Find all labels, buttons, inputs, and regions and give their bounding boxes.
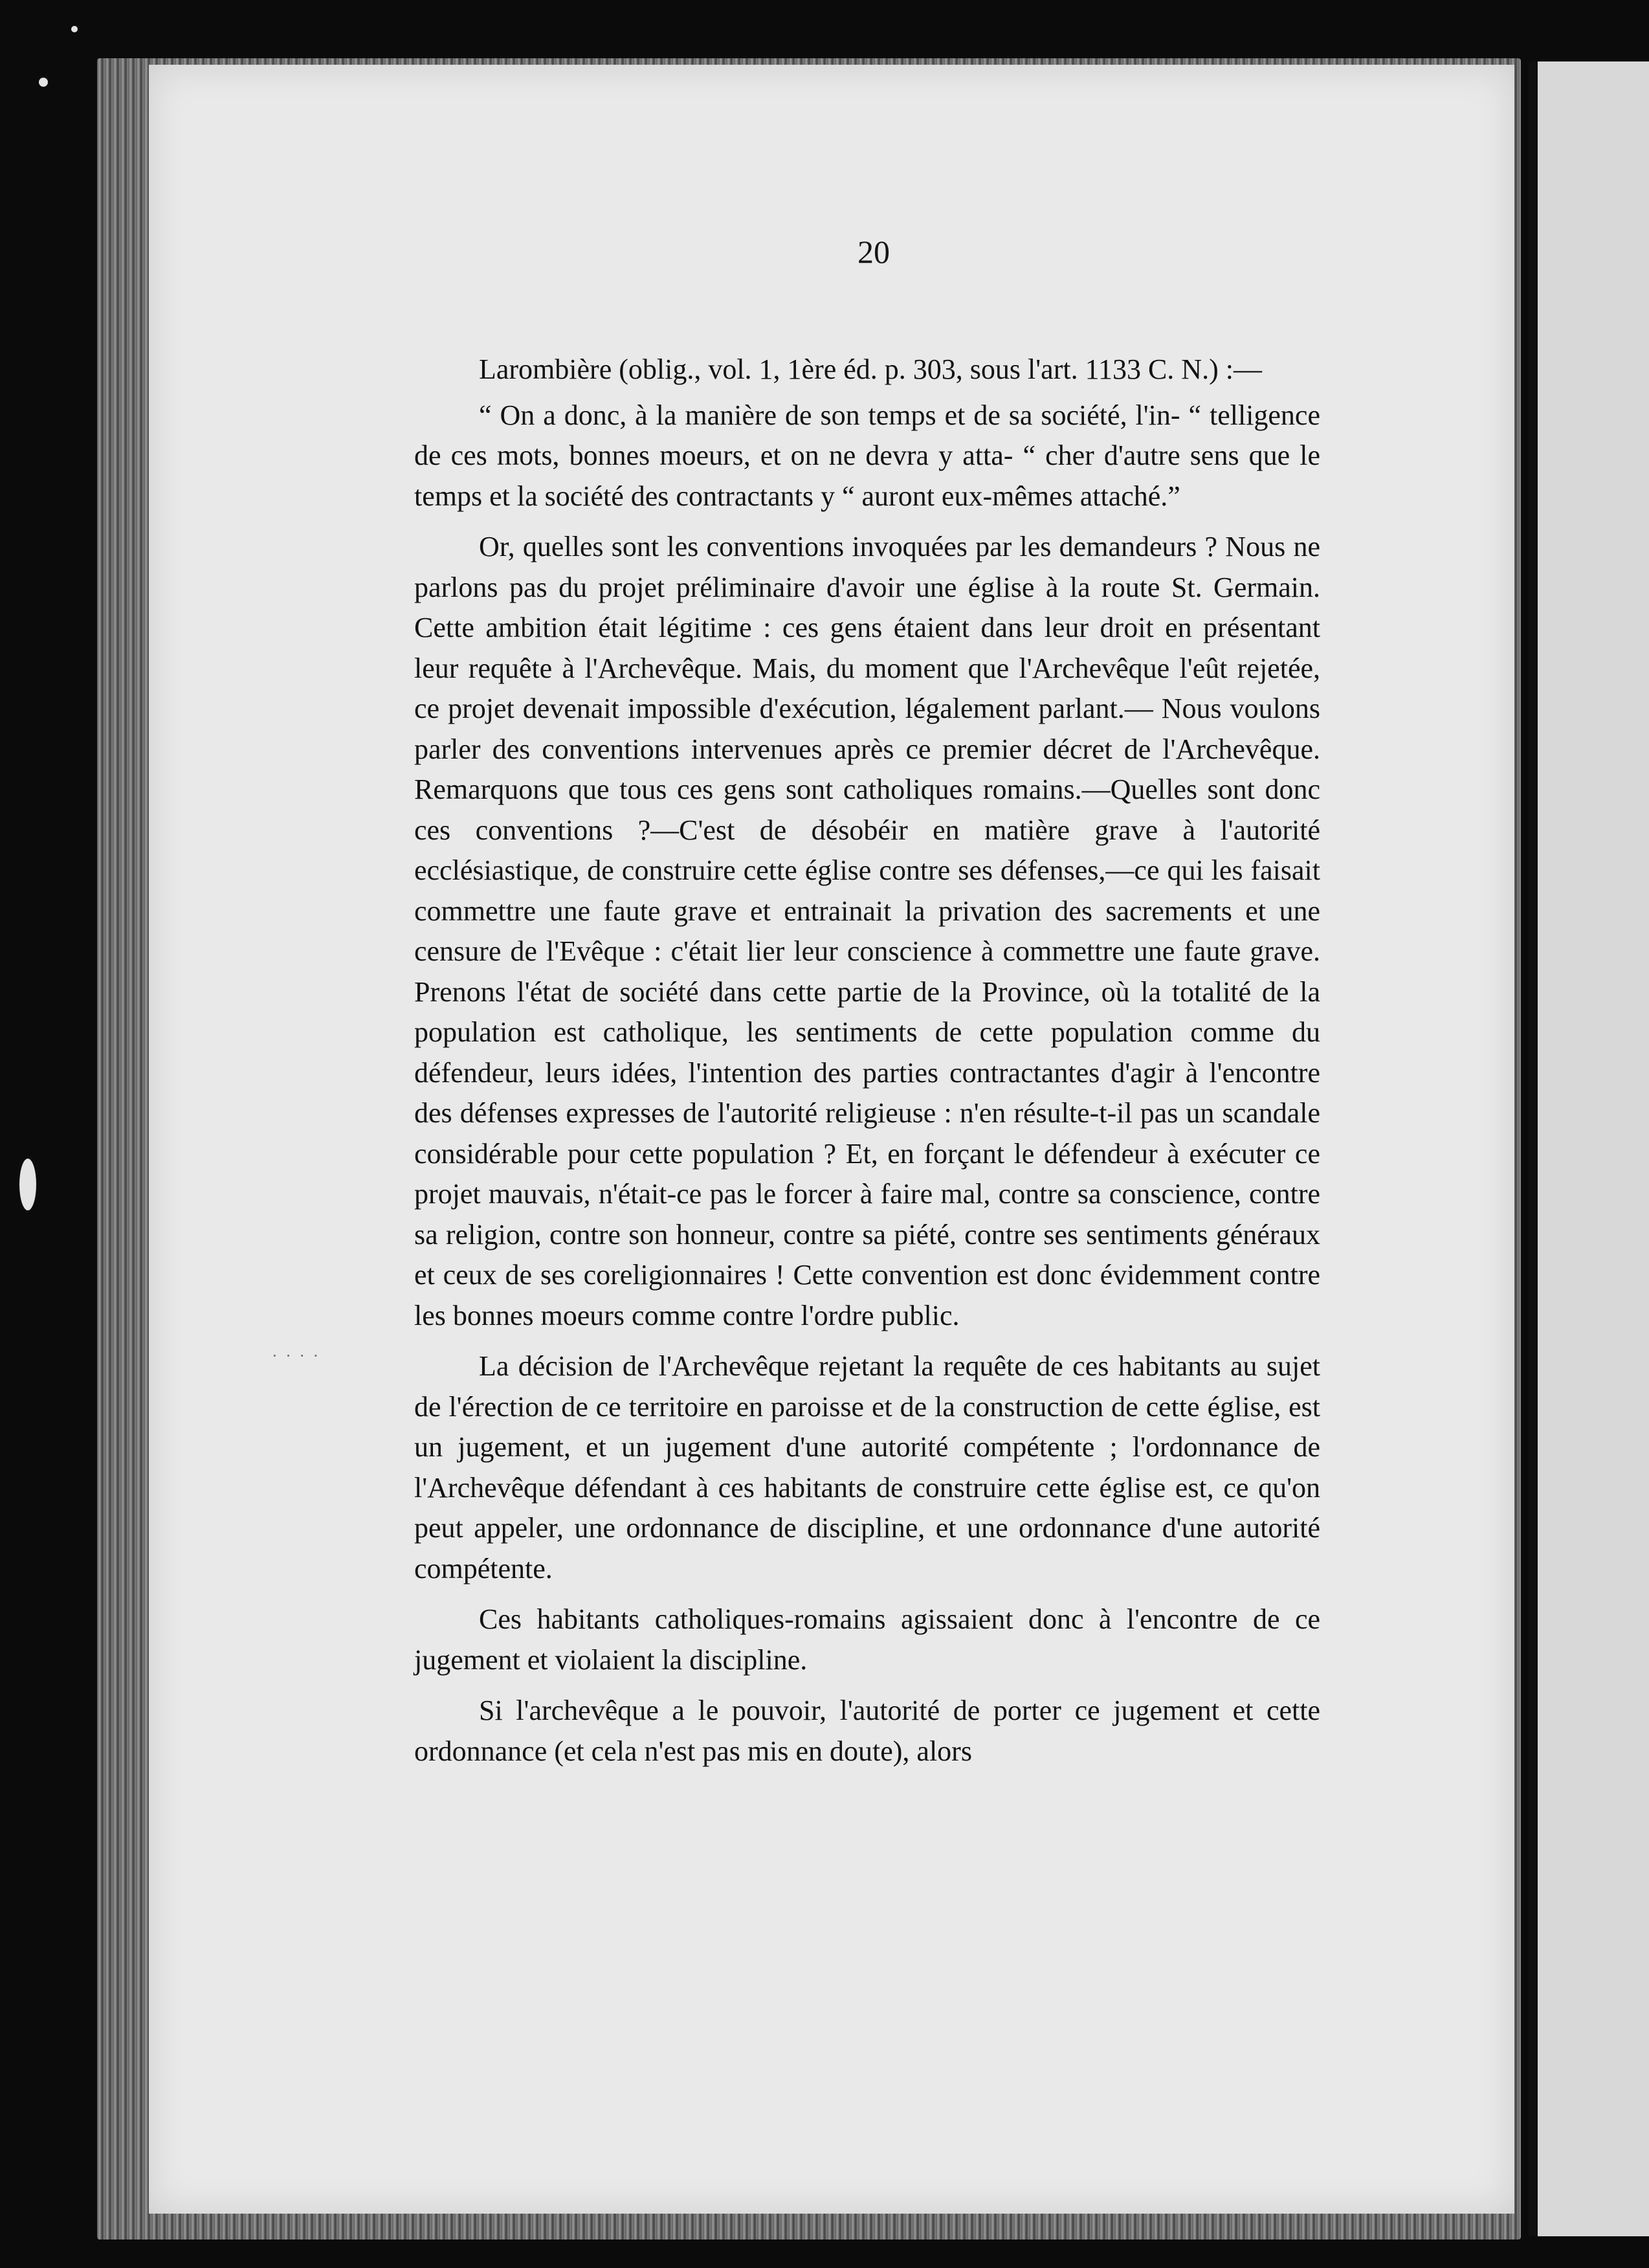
body-text [414, 350, 1320, 1772]
adjacent-page-strip [1529, 61, 1649, 2236]
quotation-paragraph: “ On a donc, à la manière de son temps et de sa société, l'in- “ telligence de ces mots, bonnes moeurs, et on ne devra y atta- “ cher d'autre sens que le temps et la société des contractants y “ auront eux-mêmes attaché.” [414, 399, 1320, 512]
margin-mark: · · · · [272, 1346, 321, 1365]
scan-speck [71, 26, 78, 32]
page-number: 20 [858, 234, 890, 270]
body-paragraph: Or, quelles sont les conventions invoquées par les demandeurs ? Nous ne parlons pas du projet préliminaire d'avoir une église à la route St. Germain. Cette ambition était légitime : ces gens étaient dans leur droit en présentant leur requête à l'Archevêque. Mais, du moment que l'Archevêque l'eût rejetée, ce projet devenait impossible d'exécution, légalement parlant.— Nous voulons parler des conventions intervenues après ce premier décret de l'Archevêque. Remarquons que tous ces gens sont catholiques romains.—Quelles sont donc ces conventions ?—C'est de désobéir en matière grave à l'autorité ecclésiastique, de construire cette église contre ses défenses,—ce qui les faisait commettre une faute grave et entrainait la privation des sacrements et une censure de l'Evêque : c'était lier leur conscience à commettre une faute grave. Prenons l'état de société dans cette partie de la Province, où la totalité de la population est catholique, les sentiments de cette population comme du défendeur, leurs idées, l'intention des parties contractantes d'agir à l'encontre des défenses expresses de l'autorité religieuse : n'en résulte-t-il pas un scandale considérable pour cette population ? Et, en forçant le défendeur à exécuter ce projet mauvais, n'était-ce pas le forcer à faire mal, contre sa conscience, contre sa religion, contre son honneur, contre sa piété, contre ses sentiments généraux et ceux de ses coreligionnaires ! Cette convention est donc évidemment contre les bonnes moeurs comme contre l'ordre public. [414, 531, 1320, 1331]
body-paragraph: Si l'archevêque a le pouvoir, l'autorité de porter ce jugement et cette ordonnance (et cela n'est pas mis en doute), alors [414, 1695, 1320, 1767]
scan-speck [39, 78, 48, 87]
citation-paragraph: Larombière (oblig., vol. 1, 1ère éd. p. 303, sous l'art. 1133 C. N.) :— [479, 353, 1262, 385]
body-paragraph: Ces habitants catholiques-romains agissaient donc à l'encontre de ce jugement et violaient la discipline. [414, 1603, 1320, 1676]
scan-speck [19, 1159, 36, 1210]
body-paragraph: La décision de l'Archevêque rejetant la requête de ces habitants au sujet de l'érection de ce territoire en paroisse et de la construction de cette église, est un jugement, et un jugement d'une autorité compétente ; l'ordonnance de l'Archevêque défendant à ces habitants de construire cette église est, ce qu'on peut appeler, une ordonnance de discipline, et une ordonnance d'une autorité compétente. [414, 1350, 1320, 1584]
